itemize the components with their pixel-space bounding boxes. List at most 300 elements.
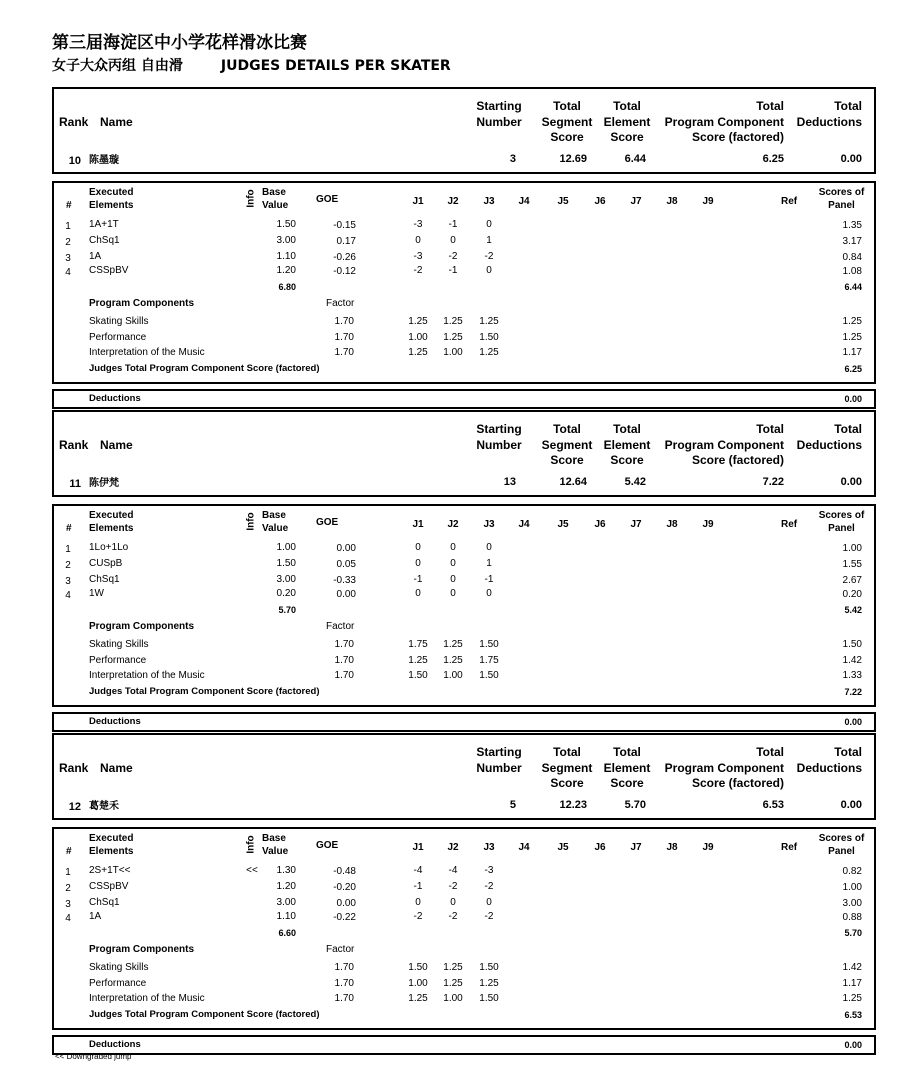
component-judge-score: 1.25 bbox=[479, 347, 499, 358]
factor-header: Factor bbox=[326, 944, 355, 955]
judges-total-pcs-label: Judges Total Program Component Score (factored) bbox=[89, 686, 320, 697]
skater-section bbox=[0, 87, 922, 410]
judge-header: J8 bbox=[666, 519, 678, 530]
element-judge-score: -4 bbox=[413, 865, 423, 876]
total-deductions-label: Total bbox=[834, 745, 862, 759]
goe-header: GOE bbox=[316, 840, 339, 851]
deductions-box bbox=[52, 389, 876, 409]
component-judge-score: 1.75 bbox=[408, 639, 428, 650]
base-value-total: 6.80 bbox=[278, 282, 296, 292]
judge-header: J6 bbox=[594, 519, 606, 530]
element-base-value: 1.10 bbox=[276, 251, 296, 262]
element-goe: -0.33 bbox=[333, 575, 356, 586]
component-judge-score: 1.50 bbox=[479, 670, 499, 681]
element-panel-score: 1.35 bbox=[842, 220, 862, 231]
element-panel-score: 0.82 bbox=[842, 866, 862, 877]
element-number: 4 bbox=[65, 913, 71, 924]
deductions-label: Deductions bbox=[89, 1039, 141, 1050]
judge-header: J2 bbox=[447, 842, 459, 853]
executed-elements-header: Elements bbox=[89, 200, 134, 211]
element-base-value: 3.00 bbox=[276, 235, 296, 246]
element-base-value: 1.00 bbox=[276, 542, 296, 553]
component-judge-score: 1.50 bbox=[408, 670, 428, 681]
total-deductions-label: Total bbox=[834, 99, 862, 113]
total-element-score-value: 5.70 bbox=[624, 799, 646, 811]
element-judge-score: 0 bbox=[450, 542, 456, 553]
element-code: CUSpB bbox=[89, 558, 123, 569]
total-deductions-label: Deductions bbox=[796, 760, 862, 775]
judge-header: J5 bbox=[557, 519, 569, 530]
program-components-header: Program Components bbox=[89, 621, 195, 632]
element-panel-score: 3.17 bbox=[842, 236, 862, 247]
element-panel-score: 2.67 bbox=[842, 575, 862, 586]
judge-header: J3 bbox=[483, 196, 495, 207]
element-number: 1 bbox=[65, 221, 71, 232]
program-components-header: Program Components bbox=[89, 298, 195, 309]
report-title: JUDGES DETAILS PER SKATER bbox=[220, 58, 451, 74]
element-goe: 0.05 bbox=[336, 559, 356, 570]
total-pcs-label: Total bbox=[756, 422, 784, 436]
element-judge-score: -2 bbox=[448, 911, 458, 922]
element-judge-score: -2 bbox=[413, 911, 423, 922]
starting-number-label: Starting bbox=[476, 99, 522, 113]
judge-header: J4 bbox=[518, 519, 530, 530]
component-panel-score: 1.42 bbox=[842, 962, 862, 973]
element-info: << bbox=[246, 865, 258, 876]
total-segment-score-label: Total bbox=[553, 745, 581, 759]
component-factor: 1.70 bbox=[334, 316, 354, 327]
total-pcs-label: Program Component bbox=[664, 437, 784, 452]
judge-header: J6 bbox=[594, 196, 606, 207]
total-segment-score-label: Segment bbox=[541, 760, 593, 775]
factor-header: Factor bbox=[326, 621, 355, 632]
component-factor: 1.70 bbox=[334, 655, 354, 666]
judge-header: J3 bbox=[483, 519, 495, 530]
component-name: Interpretation of the Music bbox=[89, 993, 205, 1004]
element-code: 1A bbox=[89, 251, 102, 262]
base-value-header: Base bbox=[262, 510, 286, 521]
component-factor: 1.70 bbox=[334, 962, 354, 973]
elements-box bbox=[52, 181, 876, 384]
judge-header: J9 bbox=[702, 842, 714, 853]
deductions-label: Deductions bbox=[89, 716, 141, 727]
element-goe: 0.17 bbox=[336, 236, 356, 247]
total-deductions-value: 0.00 bbox=[840, 153, 862, 165]
scores-of-panel-header: Scores of bbox=[818, 833, 865, 844]
total-segment-score-label: Score bbox=[550, 130, 584, 144]
element-judge-score: 1 bbox=[486, 558, 492, 569]
rank-value: 11 bbox=[69, 478, 81, 490]
element-number: 2 bbox=[65, 560, 71, 571]
total-element-score-label: Score bbox=[610, 130, 644, 144]
rank-value: 12 bbox=[68, 801, 81, 813]
total-pcs-value: 7.22 bbox=[762, 476, 784, 488]
element-code: CSSpBV bbox=[89, 265, 129, 276]
judge-header: J8 bbox=[666, 196, 678, 207]
skater-summary-box bbox=[52, 410, 876, 497]
component-judge-score: 1.50 bbox=[479, 962, 499, 973]
element-panel-score: 0.20 bbox=[842, 589, 862, 600]
element-judge-score: -3 bbox=[413, 251, 423, 262]
element-base-value: 1.20 bbox=[276, 265, 296, 276]
name-label: Name bbox=[100, 761, 133, 775]
element-number: 1 bbox=[65, 544, 71, 555]
num-header: # bbox=[66, 846, 72, 857]
deductions-label: Deductions bbox=[89, 393, 141, 404]
total-element-score-label: Score bbox=[610, 453, 644, 467]
component-panel-score: 1.42 bbox=[842, 655, 862, 666]
component-judge-score: 1.00 bbox=[443, 670, 463, 681]
judge-header: J9 bbox=[702, 196, 714, 207]
component-name: Performance bbox=[89, 332, 147, 343]
element-goe: 0.00 bbox=[336, 898, 356, 909]
total-element-score-label: Element bbox=[603, 114, 651, 129]
name-label: Name bbox=[100, 115, 133, 129]
total-segment-score-label: Score bbox=[550, 453, 584, 467]
component-judge-score: 1.25 bbox=[408, 347, 428, 358]
component-name: Skating Skills bbox=[89, 639, 149, 650]
element-judge-score: 0 bbox=[486, 897, 492, 908]
program-components-header: Program Components bbox=[89, 944, 195, 955]
element-judge-score: -2 bbox=[484, 251, 494, 262]
element-judge-score: -1 bbox=[413, 574, 423, 585]
total-element-score-label: Element bbox=[603, 437, 651, 452]
total-deductions-value: 0.00 bbox=[840, 476, 862, 488]
category-label: 女子大众丙组 自由滑 bbox=[52, 58, 183, 74]
scores-of-panel-header: Scores of bbox=[818, 510, 865, 521]
total-deductions-label: Deductions bbox=[796, 114, 862, 129]
component-panel-score: 1.17 bbox=[842, 978, 862, 989]
component-judge-score: 1.25 bbox=[408, 655, 428, 666]
total-deductions-value: 0.00 bbox=[840, 799, 862, 811]
element-judge-score: 0 bbox=[415, 588, 421, 599]
starting-number-label: Number bbox=[476, 761, 522, 775]
judges-total-pcs-label: Judges Total Program Component Score (factored) bbox=[89, 363, 320, 374]
executed-elements-header: Executed bbox=[89, 833, 134, 844]
component-panel-score: 1.50 bbox=[842, 639, 862, 650]
component-judge-score: 1.25 bbox=[408, 993, 428, 1004]
element-panel-score: 1.00 bbox=[842, 882, 862, 893]
element-base-value: 1.50 bbox=[276, 558, 296, 569]
element-panel-score: 3.00 bbox=[842, 898, 862, 909]
component-judge-score: 1.25 bbox=[479, 978, 499, 989]
element-number: 2 bbox=[65, 237, 71, 248]
total-pcs-label: Score (factored) bbox=[691, 453, 784, 467]
element-judge-score: 1 bbox=[486, 235, 492, 246]
element-judge-score: -2 bbox=[448, 881, 458, 892]
element-goe: -0.48 bbox=[333, 866, 356, 877]
element-goe: -0.20 bbox=[333, 882, 356, 893]
info-header: Info bbox=[245, 512, 257, 531]
total-segment-score-value: 12.23 bbox=[559, 799, 587, 811]
starting-number-label: Number bbox=[476, 115, 522, 129]
info-header: Info bbox=[245, 189, 257, 208]
judge-header: J2 bbox=[447, 196, 459, 207]
element-judge-score: 0 bbox=[450, 574, 456, 585]
elements-box bbox=[52, 504, 876, 707]
component-panel-score: 1.25 bbox=[842, 316, 862, 327]
element-judge-score: -1 bbox=[448, 219, 458, 230]
component-factor: 1.70 bbox=[334, 670, 354, 681]
base-value-total: 5.70 bbox=[278, 605, 296, 615]
element-judge-score: 0 bbox=[415, 235, 421, 246]
element-number: 4 bbox=[65, 590, 71, 601]
component-name: Interpretation of the Music bbox=[89, 670, 205, 681]
total-element-score-label: Total bbox=[613, 99, 641, 113]
total-element-score-label: Total bbox=[613, 422, 641, 436]
element-judge-score: -2 bbox=[448, 251, 458, 262]
element-judge-score: 0 bbox=[486, 265, 492, 276]
goe-header: GOE bbox=[316, 194, 339, 205]
component-factor: 1.70 bbox=[334, 332, 354, 343]
rank-label: Rank bbox=[59, 115, 89, 129]
element-number: 4 bbox=[65, 267, 71, 278]
rank-label: Rank bbox=[59, 438, 89, 452]
element-judge-score: -2 bbox=[413, 265, 423, 276]
judge-header: J5 bbox=[557, 196, 569, 207]
element-judge-score: 0 bbox=[450, 588, 456, 599]
element-judge-score: 0 bbox=[450, 558, 456, 569]
element-judge-score: 0 bbox=[415, 558, 421, 569]
judge-header: J7 bbox=[630, 196, 642, 207]
element-code: 1Lo+1Lo bbox=[89, 542, 129, 553]
element-judge-score: 0 bbox=[415, 542, 421, 553]
judges-total-pcs-value: 7.22 bbox=[844, 687, 862, 697]
executed-elements-header: Executed bbox=[89, 510, 134, 521]
component-judge-score: 1.50 bbox=[408, 962, 428, 973]
component-judge-score: 1.00 bbox=[443, 347, 463, 358]
judge-header: J1 bbox=[412, 196, 424, 207]
component-judge-score: 1.00 bbox=[443, 993, 463, 1004]
skater-summary-box bbox=[52, 87, 876, 174]
judge-header: J3 bbox=[483, 842, 495, 853]
base-value-header: Value bbox=[262, 200, 289, 211]
total-segment-score-label: Score bbox=[550, 776, 584, 790]
element-judge-score: 0 bbox=[486, 588, 492, 599]
judge-header: J1 bbox=[412, 842, 424, 853]
component-panel-score: 1.25 bbox=[842, 993, 862, 1004]
deductions-value: 0.00 bbox=[844, 394, 862, 404]
judge-header: J4 bbox=[518, 842, 530, 853]
ref-header: Ref bbox=[781, 519, 798, 530]
element-base-value: 3.00 bbox=[276, 897, 296, 908]
total-pcs-label: Total bbox=[756, 745, 784, 759]
element-panel-score: 1.00 bbox=[842, 543, 862, 554]
base-value-header: Value bbox=[262, 846, 289, 857]
rank-label: Rank bbox=[59, 761, 89, 775]
total-element-score-value: 5.42 bbox=[624, 476, 646, 488]
starting-number-value: 3 bbox=[509, 153, 516, 165]
starting-number-label: Starting bbox=[476, 422, 522, 436]
base-value-header: Value bbox=[262, 523, 289, 534]
element-base-value: 0.20 bbox=[276, 588, 296, 599]
elements-box bbox=[52, 827, 876, 1030]
total-element-score-label: Element bbox=[603, 760, 651, 775]
total-segment-score-label: Segment bbox=[541, 437, 593, 452]
total-segment-score-value: 12.69 bbox=[559, 153, 587, 165]
total-segment-score-value: 12.64 bbox=[559, 476, 587, 488]
component-name: Skating Skills bbox=[89, 962, 149, 973]
element-panel-score: 0.88 bbox=[842, 912, 862, 923]
num-header: # bbox=[66, 523, 72, 534]
deductions-value: 0.00 bbox=[844, 1040, 862, 1050]
scores-of-panel-header: Panel bbox=[828, 523, 855, 534]
element-judge-score: 0 bbox=[415, 897, 421, 908]
info-header: Info bbox=[245, 835, 257, 854]
page-subtitle bbox=[52, 55, 451, 75]
element-panel-score: 1.55 bbox=[842, 559, 862, 570]
elements-panel-total: 5.42 bbox=[844, 605, 862, 615]
skater-summary-box bbox=[52, 733, 876, 820]
total-segment-score-label: Segment bbox=[541, 114, 593, 129]
skater-name: 陈墨璇 bbox=[89, 155, 119, 166]
goe-header: GOE bbox=[316, 517, 339, 528]
total-pcs-value: 6.25 bbox=[762, 153, 784, 165]
component-judge-score: 1.50 bbox=[479, 993, 499, 1004]
element-judge-score: 0 bbox=[486, 542, 492, 553]
total-pcs-label: Score (factored) bbox=[691, 130, 784, 144]
deductions-box bbox=[52, 712, 876, 732]
elements-panel-total: 5.70 bbox=[844, 928, 862, 938]
component-name: Performance bbox=[89, 978, 147, 989]
rank-value: 10 bbox=[68, 155, 81, 167]
elements-panel-total: 6.44 bbox=[844, 282, 862, 292]
element-judge-score: 0 bbox=[450, 897, 456, 908]
element-code: 1A+1T bbox=[89, 219, 119, 230]
total-pcs-label: Program Component bbox=[664, 114, 784, 129]
element-base-value: 1.30 bbox=[276, 865, 296, 876]
component-judge-score: 1.25 bbox=[443, 978, 463, 989]
component-name: Performance bbox=[89, 655, 147, 666]
judge-header: J9 bbox=[702, 519, 714, 530]
total-deductions-label: Deductions bbox=[796, 437, 862, 452]
deductions-value: 0.00 bbox=[844, 717, 862, 727]
component-judge-score: 1.50 bbox=[479, 332, 499, 343]
total-element-score-value: 6.44 bbox=[624, 153, 646, 165]
element-judge-score: -3 bbox=[484, 865, 494, 876]
deductions-box bbox=[52, 1035, 876, 1055]
total-pcs-label: Program Component bbox=[664, 760, 784, 775]
judge-header: J7 bbox=[630, 842, 642, 853]
element-base-value: 1.10 bbox=[276, 911, 296, 922]
total-pcs-value: 6.53 bbox=[762, 799, 784, 811]
component-factor: 1.70 bbox=[334, 347, 354, 358]
executed-elements-header: Executed bbox=[89, 187, 134, 198]
component-factor: 1.70 bbox=[334, 639, 354, 650]
total-element-score-label: Score bbox=[610, 776, 644, 790]
starting-number-label: Starting bbox=[476, 745, 522, 759]
page-title: 第三届海淀区中小学花样滑冰比赛 bbox=[52, 33, 307, 53]
base-value-header: Base bbox=[262, 187, 286, 198]
element-judge-score: -4 bbox=[448, 865, 458, 876]
element-number: 3 bbox=[65, 899, 71, 910]
total-element-score-label: Total bbox=[613, 745, 641, 759]
element-judge-score: -1 bbox=[484, 574, 494, 585]
scores-of-panel-header: Panel bbox=[828, 846, 855, 857]
element-judge-score: -1 bbox=[448, 265, 458, 276]
base-value-header: Base bbox=[262, 833, 286, 844]
element-goe: -0.26 bbox=[333, 252, 356, 263]
factor-header: Factor bbox=[326, 298, 355, 309]
element-code: ChSq1 bbox=[89, 574, 120, 585]
total-pcs-label: Total bbox=[756, 99, 784, 113]
element-judge-score: 0 bbox=[450, 235, 456, 246]
component-panel-score: 1.17 bbox=[842, 347, 862, 358]
element-code: 1A bbox=[89, 911, 102, 922]
element-base-value: 1.20 bbox=[276, 881, 296, 892]
component-judge-score: 1.25 bbox=[443, 316, 463, 327]
judges-total-pcs-value: 6.25 bbox=[844, 364, 862, 374]
executed-elements-header: Elements bbox=[89, 523, 134, 534]
judge-header: J7 bbox=[630, 519, 642, 530]
judge-header: J8 bbox=[666, 842, 678, 853]
element-number: 1 bbox=[65, 867, 71, 878]
judge-header: J4 bbox=[518, 196, 530, 207]
component-judge-score: 1.00 bbox=[408, 332, 428, 343]
component-judge-score: 1.25 bbox=[443, 962, 463, 973]
judges-total-pcs-label: Judges Total Program Component Score (factored) bbox=[89, 1009, 320, 1020]
element-goe: -0.15 bbox=[333, 220, 356, 231]
scores-of-panel-header: Panel bbox=[828, 200, 855, 211]
component-panel-score: 1.33 bbox=[842, 670, 862, 681]
starting-number-label: Number bbox=[476, 438, 522, 452]
element-code: 1W bbox=[89, 588, 104, 599]
element-goe: -0.22 bbox=[333, 912, 356, 923]
name-label: Name bbox=[100, 438, 133, 452]
element-panel-score: 1.08 bbox=[842, 266, 862, 277]
component-judge-score: 1.25 bbox=[443, 655, 463, 666]
element-panel-score: 0.84 bbox=[842, 252, 862, 263]
executed-elements-header: Elements bbox=[89, 846, 134, 857]
component-judge-score: 1.75 bbox=[479, 655, 499, 666]
ref-header: Ref bbox=[781, 842, 798, 853]
component-judge-score: 1.25 bbox=[443, 332, 463, 343]
component-judge-score: 1.50 bbox=[479, 639, 499, 650]
skater-name: 陈伊梵 bbox=[89, 478, 119, 489]
total-segment-score-label: Total bbox=[553, 99, 581, 113]
element-judge-score: -3 bbox=[413, 219, 423, 230]
element-code: CSSpBV bbox=[89, 881, 129, 892]
ref-header: Ref bbox=[781, 196, 798, 207]
element-goe: 0.00 bbox=[336, 589, 356, 600]
element-base-value: 3.00 bbox=[276, 574, 296, 585]
element-judge-score: -2 bbox=[484, 911, 494, 922]
component-name: Skating Skills bbox=[89, 316, 149, 327]
skater-name: 葛楚禾 bbox=[89, 801, 119, 812]
element-number: 3 bbox=[65, 253, 71, 264]
element-base-value: 1.50 bbox=[276, 219, 296, 230]
element-judge-score: 0 bbox=[486, 219, 492, 230]
skater-section bbox=[0, 410, 922, 733]
total-pcs-label: Score (factored) bbox=[691, 776, 784, 790]
component-factor: 1.70 bbox=[334, 978, 354, 989]
num-header: # bbox=[66, 200, 72, 211]
element-code: 2S+1T<< bbox=[89, 865, 131, 876]
element-code: ChSq1 bbox=[89, 235, 120, 246]
judge-header: J6 bbox=[594, 842, 606, 853]
component-factor: 1.70 bbox=[334, 993, 354, 1004]
element-number: 2 bbox=[65, 883, 71, 894]
element-number: 3 bbox=[65, 576, 71, 587]
total-segment-score-label: Total bbox=[553, 422, 581, 436]
component-judge-score: 1.25 bbox=[443, 639, 463, 650]
component-judge-score: 1.00 bbox=[408, 978, 428, 989]
total-deductions-label: Total bbox=[834, 422, 862, 436]
judges-total-pcs-value: 6.53 bbox=[844, 1010, 862, 1020]
judge-header: J1 bbox=[412, 519, 424, 530]
component-name: Interpretation of the Music bbox=[89, 347, 205, 358]
judge-header: J2 bbox=[447, 519, 459, 530]
